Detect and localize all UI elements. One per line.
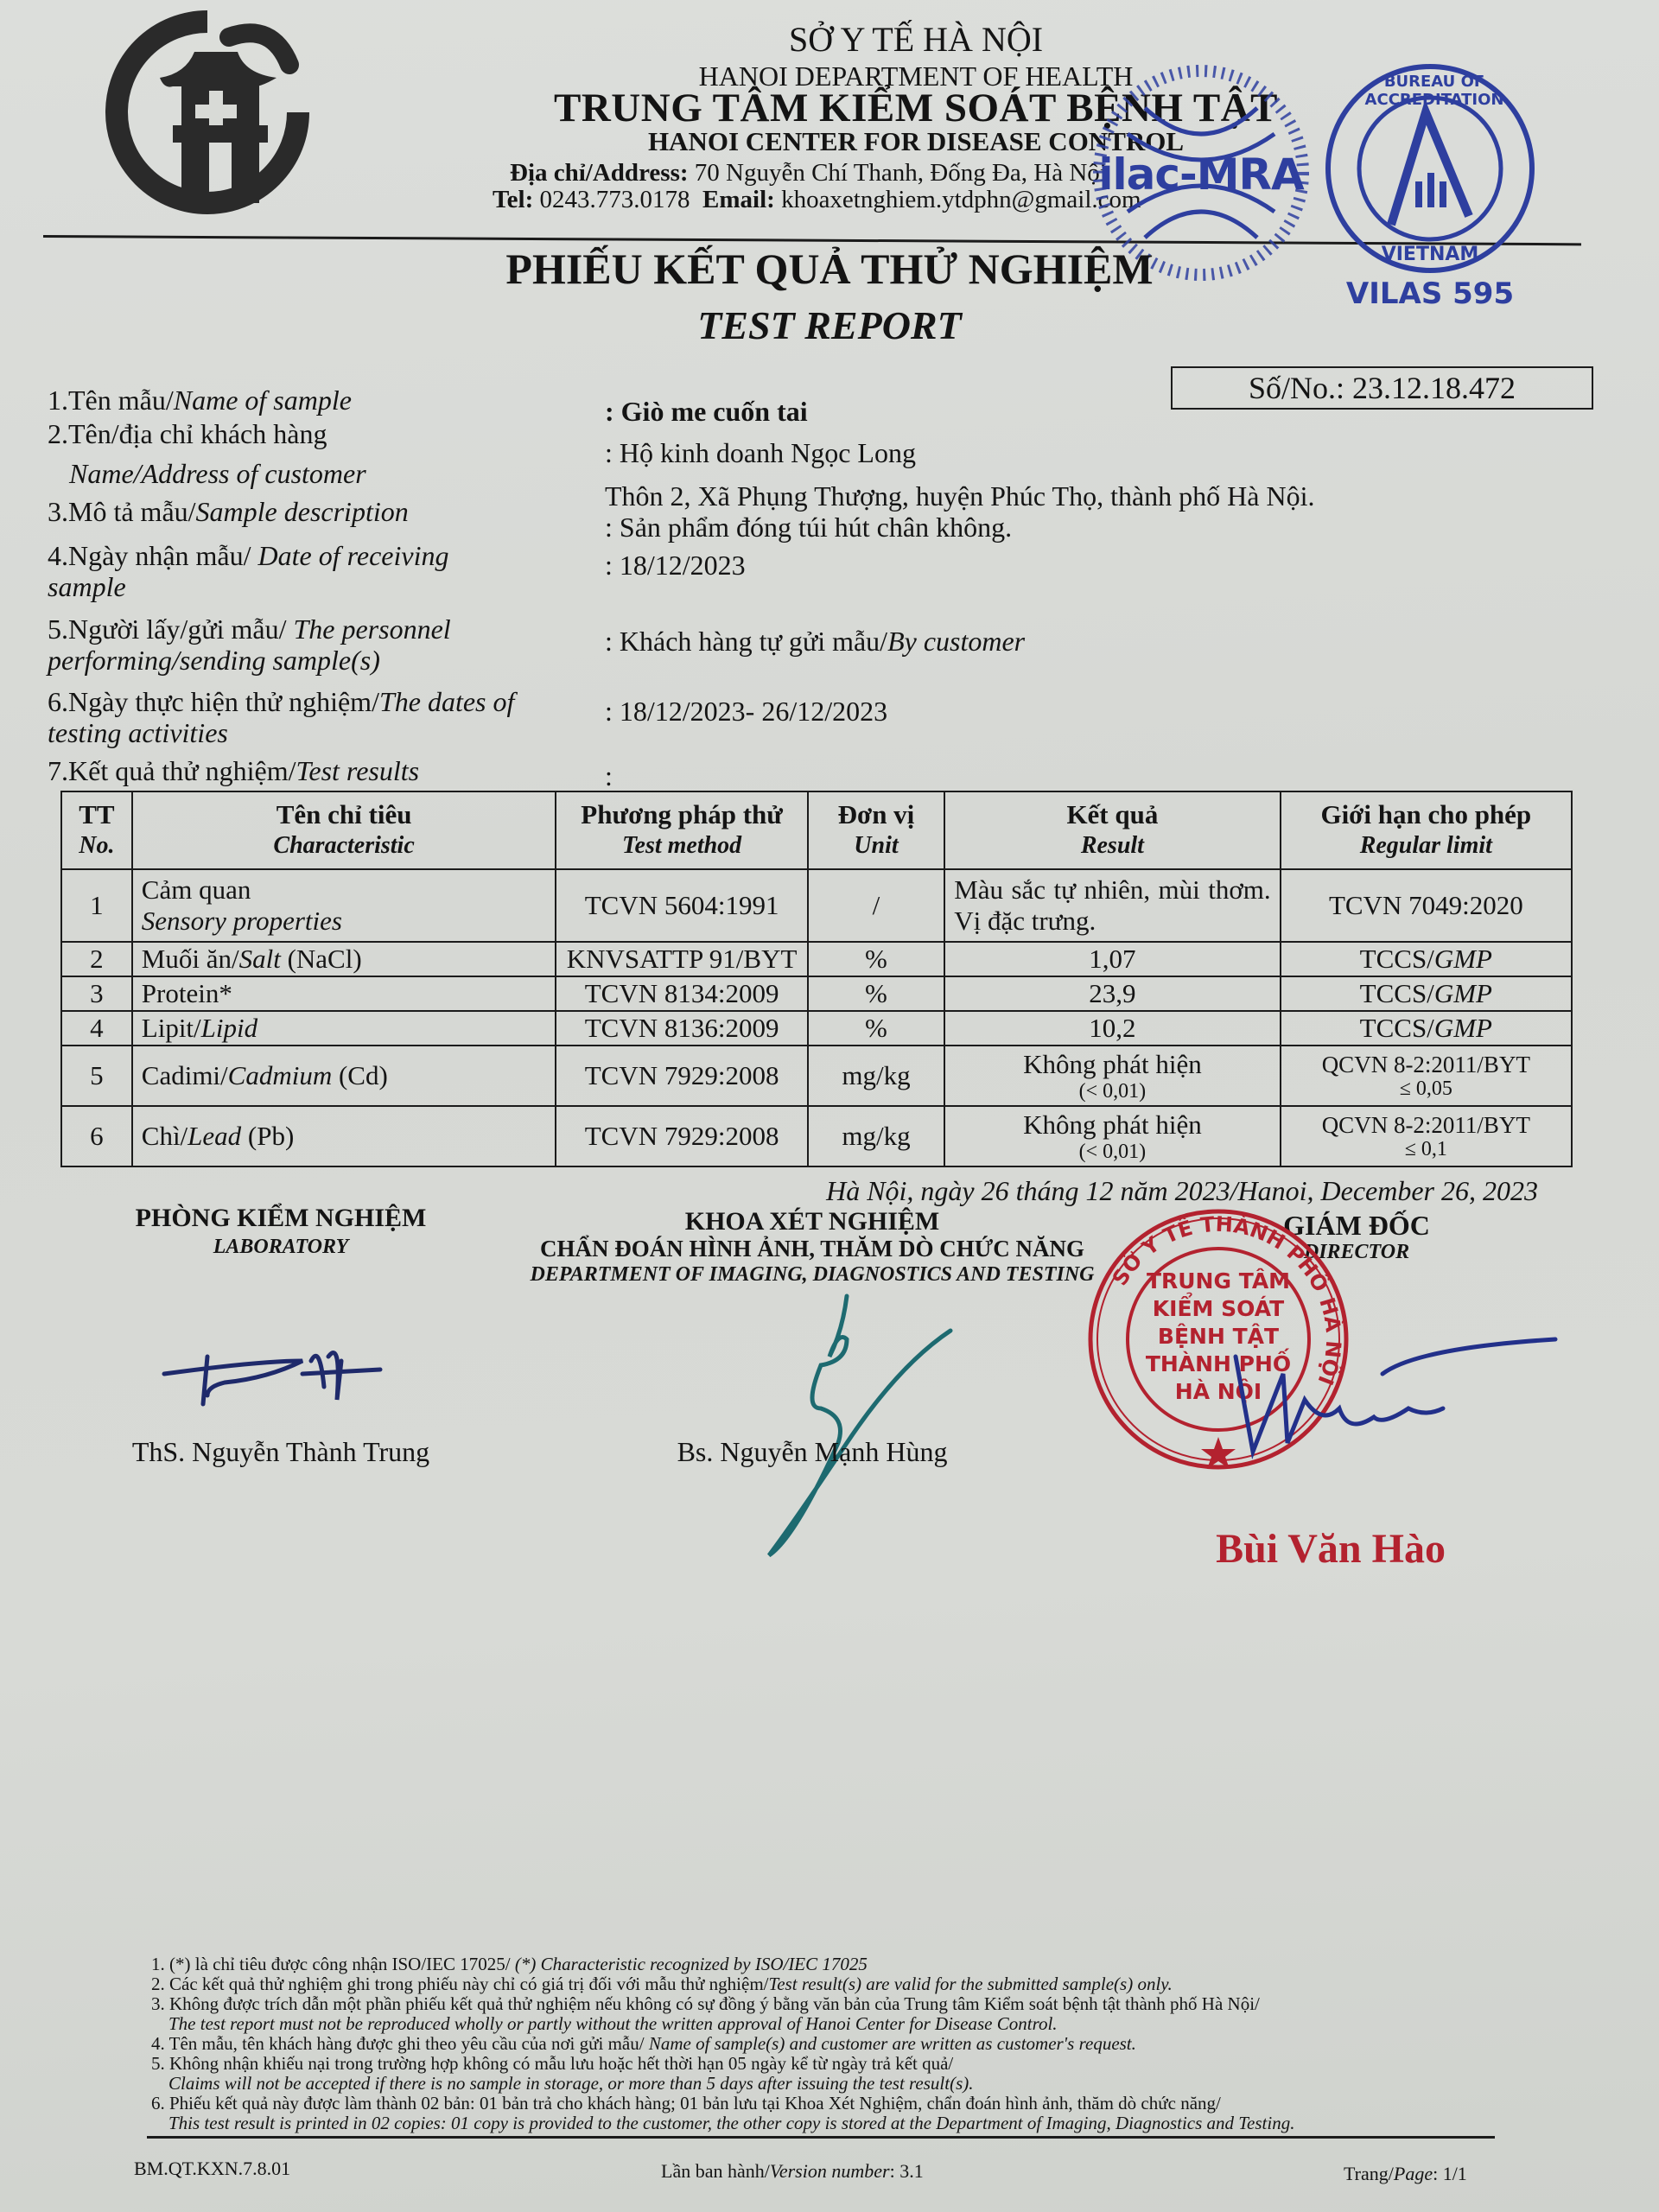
cell-unit: mg/kg: [808, 1106, 944, 1166]
signing-date: Hà Nội, ngày 26 tháng 12 năm 2023/Hanoi, December 26, 2023: [826, 1175, 1538, 1206]
cell-method: KNVSATTP 91/BYT: [556, 942, 807, 976]
field-label-test-results: 7.Kết quả thử nghiệm/Test results: [48, 755, 420, 786]
director-title-en: DIRECTOR: [1303, 1241, 1410, 1263]
field-value-test-results: :: [605, 760, 613, 791]
cell-no: 5: [61, 1046, 132, 1106]
table-row: [61, 1106, 1572, 1166]
director-signer-name: Bùi Văn Hào: [1216, 1526, 1446, 1572]
dept-title-en: DEPARTMENT OF IMAGING, DIAGNOSTICS AND TESTING: [530, 1263, 1095, 1286]
field-label-sample-name: 1.Tên mẫu/Name of sample: [48, 385, 352, 416]
field-label-sample-description: 3.Mô tả mẫu/Sample description: [48, 496, 409, 527]
cell-result: Không phát hiện (< 0,01): [944, 1046, 1280, 1106]
cell-method: TCVN 8134:2009: [556, 976, 807, 1011]
col-header-test-method: Phương pháp thử Test method: [556, 791, 807, 869]
cell-characteristic: Chì/Lead (Pb): [132, 1106, 556, 1166]
footnote-6: 6. Phiếu kết quả này được làm thành 02 bản: 01 bản trả cho khách hàng; 01 bản lưu tại Khoa Xét Nghiệm, chẩn đoán hình ảnh, thăm dò chức năng/: [151, 2093, 1221, 2113]
accreditation-country: VIETNAM: [1381, 244, 1479, 265]
field-label-sender: 5.Người lấy/gửi mẫu/ The personnel performing/sending sample(s): [48, 613, 451, 676]
tel-value: 0243.773.0178: [539, 186, 690, 213]
cell-result: 1,07: [944, 942, 1280, 976]
official-seal-center: TRUNG TÂM KIỂM SOÁT BỆNH TẬT THÀNH PHỐ HÀ NỘI: [1145, 1268, 1292, 1404]
cell-method: TCVN 7929:2008: [556, 1046, 807, 1106]
cell-no: 1: [61, 869, 132, 942]
director-title-vi: GIÁM ĐỐC: [1283, 1210, 1430, 1241]
cell-no: 6: [61, 1106, 132, 1166]
lab-signer-name: ThS. Nguyễn Thành Trung: [131, 1436, 430, 1467]
field-value-sample-name: : Giò me cuốn tai: [605, 396, 808, 427]
field-value-receiving-date: : 18/12/2023: [605, 550, 746, 581]
report-title-vi: PHIẾU KẾT QUẢ THỬ NGHIỆM: [505, 245, 1154, 293]
cell-unit: %: [808, 942, 944, 976]
footnote-1: 1. (*) là chỉ tiêu được công nhận ISO/IEC 17025/ (*) Characteristic recognized by ISO/IEC 17025: [151, 1954, 868, 1974]
cell-limit: QCVN 8-2:2011/BYT ≤ 0,05: [1281, 1046, 1572, 1106]
field-value-customer-address: Thôn 2, Xã Phụng Thượng, huyện Phúc Thọ, thành phố Hà Nội.: [605, 480, 1315, 512]
footnote-5: 5. Không nhận khiếu nại trong trường hợp không có mẫu lưu hoặc hết thời hạn 05 ngày kể từ ngày trả kết quả/: [151, 2053, 954, 2074]
accreditation-ring-text: BUREAU OF ACCREDITATION: [1364, 73, 1504, 109]
director-signature-icon: [1210, 1322, 1573, 1478]
dept-signature-icon: [691, 1279, 968, 1573]
field-value-customer-name: : Hộ kinh doanh Ngọc Long: [605, 437, 916, 468]
table-row: [61, 869, 1572, 942]
cell-characteristic: Cảm quan Sensory properties: [132, 869, 556, 942]
cell-characteristic: Lipit/Lipid: [132, 1011, 556, 1046]
cell-no: 3: [61, 976, 132, 1011]
col-header-result: Kết quả Result: [944, 791, 1280, 869]
field-label-customer: 2.Tên/địa chỉ khách hàng: [48, 418, 327, 449]
field-value-sample-description: : Sản phẩm đóng túi hút chân không.: [605, 512, 1013, 543]
col-header-characteristic: Tên chỉ tiêu Characteristic: [132, 791, 556, 869]
official-ring-text: SỞ Y TẾ THÀNH PHỐ HÀ NỘI: [1107, 1211, 1346, 1389]
col-header-no: TT No.: [61, 791, 132, 869]
email-label: Email:: [702, 186, 775, 213]
cell-limit: TCCS/GMP: [1281, 942, 1572, 976]
ilac-label: ilac-MRA: [1098, 149, 1304, 200]
footnote-5-en: Claims will not be accepted if there is no sample in storage, or more than 5 days after issuing the test result(s).: [168, 2073, 974, 2094]
field-value-sender: : Khách hàng tự gửi mẫu/By customer: [605, 626, 1026, 657]
footnote-3-en: The test report must not be reproduced wholly or partly without the written approval of Hanoi Center for Disease Control.: [168, 2013, 1058, 2034]
lab-title-vi: PHÒNG KIỂM NGHIỆM: [135, 1204, 427, 1232]
center-name-vi: TRUNG TÂM KIỂM SOÁT BỆNH TẬT: [554, 86, 1278, 130]
results-table: [60, 791, 1573, 1167]
footnote-2: 2. Các kết quả thử nghiệm ghi trong phiếu này chỉ có giá trị đối với mẫu thử nghiệm/Test result(s) are valid for the submitted sample(s) only.: [151, 1974, 1173, 1994]
vilas-number: VILAS 595: [1345, 276, 1515, 311]
cell-limit: TCVN 7049:2020: [1281, 869, 1572, 942]
cell-result: 10,2: [944, 1011, 1280, 1046]
email-value: khoaxetnghiem.ytdphn@gmail.com: [781, 186, 1141, 213]
cell-method: TCVN 8136:2009: [556, 1011, 807, 1046]
cell-method: TCVN 5604:1991: [556, 869, 807, 942]
cell-unit: %: [808, 1011, 944, 1046]
col-header-limit: Giới hạn cho phép Regular limit: [1281, 791, 1572, 869]
cell-result: 23,9: [944, 976, 1280, 1011]
footnote-divider: [147, 2136, 1495, 2139]
lab-signature-icon: [156, 1335, 397, 1413]
dept-title-vi-1: KHOA XÉT NGHIỆM: [684, 1207, 940, 1236]
col-header-unit: Đơn vị Unit: [808, 791, 944, 869]
field-label-customer-en: Name/Address of customer: [69, 458, 366, 489]
table-row: [61, 942, 1572, 976]
dept-name-vi: SỞ Y TẾ HÀ NỘI: [788, 20, 1044, 59]
field-label-receiving-date: 4.Ngày nhận mẫu/ Date of receiving sample: [48, 540, 449, 602]
cell-unit: %: [808, 976, 944, 1011]
address-value: 70 Nguyễn Chí Thanh, Đống Đa, Hà Nội: [694, 159, 1107, 187]
field-value-testing-dates: : 18/12/2023- 26/12/2023: [605, 696, 888, 727]
cell-characteristic: Cadimi/Cadmium (Cd): [132, 1046, 556, 1106]
dept-name-en: HANOI DEPARTMENT OF HEALTH: [698, 60, 1134, 92]
footnote-4: 4. Tên mẫu, tên khách hàng được ghi theo yêu cầu của nơi gửi mẫu/ Name of sample(s) and customer are written as customer's request.: [151, 2033, 1136, 2054]
cell-method: TCVN 7929:2008: [556, 1106, 807, 1166]
cell-characteristic: Muối ăn/Salt (NaCl): [132, 942, 556, 976]
footnote-6-en: This test result is printed in 02 copies: 01 copy is provided to the customer, the other copy is stored at the Department of Imaging, Diagnostics and Testing.: [168, 2113, 1295, 2133]
accreditation-stamp: [1322, 60, 1538, 311]
form-code: BM.QT.KXN.7.8.01: [134, 2158, 291, 2179]
cell-unit: /: [808, 869, 944, 942]
cell-limit: QCVN 8-2:2011/BYT ≤ 0,1: [1281, 1106, 1572, 1166]
footnote-3: 3. Không được trích dẫn một phần phiếu kết quả thử nghiệm nếu không có sự đồng ý bằng văn bản của Trung tâm Kiểm soát bệnh tật thành phố Hà Nội/: [151, 1993, 1260, 2014]
center-name-en: HANOI CENTER FOR DISEASE CONTROL: [647, 126, 1185, 156]
cell-result: Không phát hiện (< 0,01): [944, 1106, 1280, 1166]
report-title-en: TEST REPORT: [697, 303, 962, 347]
page-info: Trang/Page: 1/1: [1344, 2163, 1467, 2184]
table-row: [61, 976, 1572, 1011]
field-label-testing-dates: 6.Ngày thực hiện thử nghiệm/The dates of testing activities: [48, 686, 515, 748]
cell-limit: TCCS/GMP: [1281, 976, 1572, 1011]
dept-title-vi-2: CHẨN ĐOÁN HÌNH ẢNH, THĂM DÒ CHỨC NĂNG: [540, 1236, 1084, 1262]
table-row: [61, 1011, 1572, 1046]
cell-no: 4: [61, 1011, 132, 1046]
version-info: Lần ban hành/Version number: 3.1: [661, 2160, 924, 2182]
tel-label: Tel:: [493, 186, 534, 213]
hanoi-cdc-logo-icon: [99, 4, 315, 216]
table-row: [61, 1046, 1572, 1106]
lab-title-en: LABORATORY: [213, 1236, 349, 1258]
report-number: Số/No.: 23.12.18.472: [1171, 366, 1593, 410]
cell-result: Màu sắc tự nhiên, mùi thơm. Vị đặc trưng.: [944, 869, 1280, 942]
dept-signer-name: Bs. Nguyễn Mạnh Hùng: [677, 1436, 948, 1467]
cell-limit: TCCS/GMP: [1281, 1011, 1572, 1046]
cell-characteristic: Protein*: [132, 976, 556, 1011]
address-label: Địa chỉ/Address:: [510, 159, 689, 187]
cell-no: 2: [61, 942, 132, 976]
table-header-row: [61, 791, 1572, 869]
cell-unit: mg/kg: [808, 1046, 944, 1106]
